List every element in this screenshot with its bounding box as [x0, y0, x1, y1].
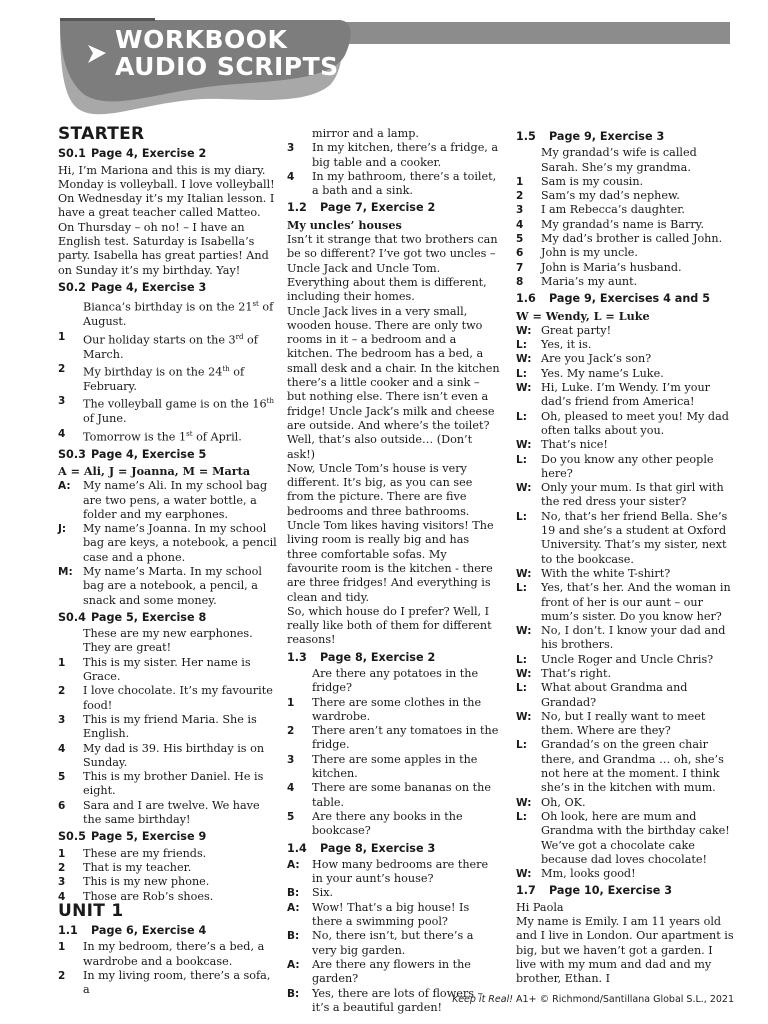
page-title: WORKBOOK AUDIO SCRIPTS	[115, 25, 339, 81]
script-line	[58, 969, 278, 998]
script-line	[58, 940, 278, 969]
line-text: How many bedrooms are there in your aunt’s house?	[312, 857, 489, 886]
script-line	[58, 847, 278, 861]
exercise-title: Page 9, Exercise 3	[549, 130, 665, 143]
exercise-heading	[58, 924, 278, 938]
script-line	[287, 170, 501, 199]
line-label: 7	[516, 261, 524, 274]
line-label: W:	[516, 324, 532, 337]
line-text: There are some apples in the kitchen.	[312, 752, 478, 781]
line-text: No, I don’t. I know your dad and his brothers.	[541, 624, 726, 652]
line-text: The volleyball game is on the 16th of June.	[83, 397, 274, 426]
script-line	[287, 929, 501, 958]
exercise-number: 1.4	[287, 841, 307, 855]
line-text: My birthday is on the 24th of February.	[83, 364, 245, 393]
script-line	[58, 362, 278, 394]
exercise-heading	[516, 130, 734, 144]
line-label: 3	[58, 713, 66, 726]
line-text: No, that’s her friend Bella. She’s 19 and she’s a student at Oxford University. That’s my sister, next to the bookcase.	[541, 509, 728, 566]
line-text: Oh, pleased to meet you! My dad often talks about you.	[541, 409, 729, 437]
line-text: Maria’s my aunt.	[541, 274, 638, 288]
line-text: Hi, Luke. I’m Wendy. I’m your dad’s friend from America!	[541, 381, 711, 409]
line-text: Uncle Roger and Uncle Chris?	[541, 652, 714, 666]
script-line	[516, 624, 734, 653]
line-text: This is my new phone.	[83, 875, 210, 889]
line-text: No, but I really want to meet them. Where are they?	[541, 709, 706, 738]
line-label: A:	[287, 858, 300, 871]
script-line	[58, 427, 278, 445]
line-label: W:	[516, 710, 532, 723]
exercise-title: Page 4, Exercise 3	[91, 280, 207, 294]
line-text: My name’s Marta. In my school bag are a notebook, a pencil, a snack and some money.	[83, 564, 262, 607]
line-label: 4	[287, 170, 295, 183]
line-label: B:	[287, 930, 300, 943]
line-text: Yes, that’s her. And the woman in front of her is our aunt – our mum’s sister. Do you know her?	[541, 581, 731, 623]
script-line	[58, 770, 278, 799]
line-label: L:	[516, 739, 527, 752]
exercise-title: Page 10, Exercise 3	[549, 884, 673, 898]
header-banner	[0, 0, 768, 125]
exercise-title: Page 5, Exercise 8	[91, 610, 207, 624]
exercise-number: 1.1	[58, 924, 78, 938]
paragraph: So, which house do I prefer? Well, I really like both of them for different reasons!	[287, 604, 492, 647]
exercise-number: S0.1	[58, 147, 86, 161]
line-text: That’s right.	[541, 666, 612, 680]
line-label: 3	[58, 395, 66, 408]
script-line	[516, 453, 734, 482]
script-line	[516, 867, 734, 881]
line-label: B:	[287, 887, 300, 900]
script-line	[516, 567, 734, 581]
line-text: John is Maria’s husband.	[541, 260, 682, 274]
script-line	[58, 522, 278, 565]
line-label: 4	[58, 742, 66, 755]
line-text: That is my teacher.	[83, 860, 192, 874]
unit-heading: UNIT 1	[58, 900, 124, 921]
line-label: L:	[516, 367, 527, 380]
exercise-heading	[58, 830, 278, 844]
line-text: There are some clothes in the wardrobe.	[312, 695, 482, 723]
line-label: 2	[287, 725, 295, 738]
script-line	[287, 724, 501, 753]
script-line	[287, 958, 501, 987]
exercise-title: Page 4, Exercise 2	[91, 147, 207, 161]
line-label: W:	[516, 567, 532, 580]
line-text: In my bedroom, there’s a bed, a wardrobe and a bookcase.	[83, 940, 265, 968]
script-line	[58, 742, 278, 771]
paragraph: Hi Paola	[516, 900, 564, 914]
exercise-heading	[58, 281, 278, 295]
paragraph: Hi, I’m Mariona and this is my diary. Monday is volleyball. I love volleyball! On Wednesday it’s my Italian lesson. I have a great teacher called Matteo. On Thursday – oh no! – I have an English test. Saturday is Isabella’s party. Isabella has great parties! And on Sunday it’s my birthday. Yay!	[58, 163, 275, 277]
line-text: My name’s Joanna. In my school bag are keys, a notebook, a pencil case and a phone.	[83, 522, 277, 564]
script-line	[516, 681, 734, 710]
line-text: This is my brother Daniel. He is eight.	[83, 770, 264, 798]
line-label: 5	[516, 233, 524, 246]
line-text: Are there any books in the bookcase?	[312, 809, 463, 838]
line-label: 2	[58, 861, 66, 874]
line-text: My dad’s brother is called John.	[541, 232, 723, 246]
line-text: There aren’t any tomatoes in the fridge.	[312, 724, 499, 752]
exercise-number: 1.7	[516, 884, 536, 898]
line-text: Sara and I are twelve. We have the same birthday!	[83, 798, 260, 827]
line-label: W:	[516, 868, 532, 881]
line-label: 1	[287, 696, 295, 709]
script-line	[516, 581, 734, 624]
script-line	[516, 481, 734, 510]
script-line	[58, 799, 278, 828]
line-label: W:	[516, 482, 532, 495]
paragraph: My name is Emily. I am 11 years old and I live in London. Our apartment is big, but we haven’t got a garden. I live with my mum and dad and my brother, Ethan. I	[516, 915, 734, 986]
script-line	[58, 330, 278, 362]
line-label: L:	[516, 653, 527, 666]
script-line	[516, 438, 734, 452]
line-label: W:	[516, 667, 532, 680]
example-line: Are there any potatoes in the fridge?	[312, 666, 479, 695]
exercise-heading	[516, 292, 734, 306]
line-text: With the white T-shirt?	[541, 566, 671, 580]
script-line	[516, 324, 734, 338]
line-text: Wow! That’s a big house! Is there a swimming pool?	[312, 900, 470, 929]
script-line	[516, 367, 734, 381]
line-text: I love chocolate. It’s my favourite food!	[83, 684, 273, 712]
exercise-heading	[287, 201, 501, 215]
line-text: Oh, OK.	[541, 795, 586, 809]
script-line	[516, 653, 734, 667]
line-text: Great party!	[541, 323, 612, 337]
line-text: Yes, it is.	[541, 338, 592, 352]
line-label: L:	[516, 453, 527, 466]
script-line	[287, 141, 501, 170]
script-line	[516, 218, 734, 232]
script-line	[516, 189, 734, 203]
line-label: J:	[58, 523, 67, 536]
paragraph: Now, Uncle Tom’s house is very different. It’s big, as you can see from the picture. There are five bedrooms and three bathrooms. Uncle Tom likes having visitors! The living room is really big and has three comfortable sofas. My favourite room is the kitchen - there are three fridges! And everything is clean and tidy.	[287, 461, 494, 604]
line-text: Are you Jack’s son?	[541, 352, 652, 366]
exercise-heading	[58, 448, 278, 462]
line-text: Our holiday starts on the 3rd of March.	[83, 332, 258, 361]
example-line: mirror and a lamp.	[312, 127, 419, 140]
line-label: B:	[287, 987, 300, 1000]
line-text: I am Rebecca’s daughter.	[541, 203, 685, 217]
line-text: Grandad’s on the green chair there, and Grandma … oh, she’s not here at the moment. I think she’s in the kitchen with mum.	[541, 738, 724, 795]
script-line	[516, 246, 734, 260]
line-text: My dad is 39. His birthday is on Sunday.	[83, 741, 265, 769]
line-label: A:	[287, 901, 300, 914]
line-label: 3	[58, 876, 66, 889]
line-label: A:	[58, 480, 71, 493]
footer-copyright: Keep it Real! A1+ © Richmond/Santillana Global S.L., 2021	[452, 994, 734, 1005]
line-text: What about Grandma and Grandad?	[541, 681, 688, 709]
script-line	[516, 410, 734, 439]
exercise-number: S0.3	[58, 447, 86, 461]
line-label: 2	[516, 190, 524, 203]
script-line	[58, 656, 278, 685]
line-text: That’s nice!	[541, 438, 608, 452]
exercise-number: S0.5	[58, 830, 86, 844]
script-line	[58, 479, 278, 522]
script-line	[287, 753, 501, 782]
exercise-title: Page 4, Exercise 5	[91, 447, 207, 461]
script-line	[287, 886, 501, 900]
paragraph: Uncle Jack lives in a very small, wooden house. There are only two rooms in it – a bedroom and a kitchen. The bedroom has a bed, a small desk and a chair. In the kitchen there’s a little cooker and a sink – but nothing else. There isn’t even a fridge! Uncle Jack’s milk and cheese are outside. And where’s the toilet? Well, that’s also outside… (Don’t ask!)	[287, 304, 500, 461]
line-text: Oh look, here are mum and Grandma with the birthday cake! We’ve got a chocolate cake because dad loves chocolate!	[541, 809, 730, 866]
line-text: Are there any flowers in the garden?	[312, 957, 471, 986]
line-text: Yes. My name’s Luke.	[541, 366, 664, 380]
line-text: This is my sister. Her name is Grace.	[83, 655, 251, 684]
line-text: In my bathroom, there’s a toilet, a bath and a sink.	[312, 169, 497, 198]
line-label: 6	[516, 247, 524, 260]
line-label: 4	[58, 890, 66, 903]
line-label: 5	[287, 810, 295, 823]
line-label: L:	[516, 510, 527, 523]
exercise-heading	[58, 147, 278, 161]
exercise-heading	[58, 611, 278, 625]
script-line	[516, 510, 734, 567]
exercise-number: S0.2	[58, 280, 86, 294]
line-label: W:	[516, 625, 532, 638]
script-line	[516, 667, 734, 681]
line-text: Mm, looks good!	[541, 867, 636, 881]
line-label: 3	[287, 753, 295, 766]
line-label: L:	[516, 410, 527, 423]
exercise-number: 1.2	[287, 201, 307, 215]
line-label: 1	[58, 847, 66, 860]
script-line	[58, 713, 278, 742]
script-line	[516, 352, 734, 366]
script-line	[516, 810, 734, 867]
exercise-title: Page 9, Exercises 4 and 5	[549, 292, 710, 306]
example-line: Bianca’s birthday is on the 21st of August.	[83, 300, 274, 329]
line-text: John is my uncle.	[541, 246, 638, 260]
script-line	[287, 901, 501, 930]
line-label: 1	[58, 656, 66, 669]
subheading: A = Ali, J = Joanna, M = Marta	[58, 463, 251, 478]
line-label: W:	[516, 382, 532, 395]
column-3	[516, 127, 734, 987]
column-1	[58, 124, 278, 998]
column-2	[287, 127, 501, 1015]
paragraph: Isn’t it strange that two brothers can be so different? I’ve got two uncles – Uncle Jack and Uncle Tom. Everything about them is different, including their homes.	[287, 233, 498, 304]
line-label: 3	[287, 142, 295, 155]
example-line: These are my new earphones. They are great!	[83, 627, 253, 655]
exercise-heading	[516, 884, 734, 898]
exercise-number: 1.6	[516, 292, 536, 306]
line-label: 8	[516, 275, 524, 288]
script-line	[58, 394, 278, 426]
script-line	[287, 810, 501, 839]
line-label: 1	[58, 330, 66, 343]
line-text: Yes, there are lots of flowers – it’s a beautiful garden!	[312, 986, 484, 1014]
line-label: 2	[58, 362, 66, 375]
exercise-number: S0.4	[58, 610, 86, 624]
line-label: 1	[516, 175, 524, 188]
line-label: W:	[516, 439, 532, 452]
script-line	[287, 781, 501, 810]
line-text: My name’s Ali. In my school bag are two pens, a water bottle, a folder and my earphones.	[83, 479, 268, 521]
line-text: Those are Rob’s shoes.	[83, 889, 214, 903]
exercise-number: 1.5	[516, 130, 536, 143]
line-label: 4	[287, 782, 295, 795]
script-line	[516, 232, 734, 246]
script-line	[516, 175, 734, 189]
unit-heading: STARTER	[58, 124, 145, 144]
line-label: 5	[58, 771, 66, 784]
subheading: W = Wendy, L = Luke	[516, 308, 650, 323]
line-label: 1	[58, 941, 66, 954]
line-label: L:	[516, 810, 527, 823]
line-label: 6	[58, 799, 66, 812]
line-text: No, there isn’t, but there’s a very big garden.	[312, 929, 474, 957]
exercise-title: Page 8, Exercise 2	[320, 650, 436, 664]
script-line	[58, 684, 278, 713]
script-line	[516, 796, 734, 810]
line-label: 2	[58, 685, 66, 698]
script-line	[516, 381, 734, 410]
exercise-heading	[287, 842, 501, 856]
line-text: There are some bananas on the table.	[312, 781, 491, 809]
line-text: These are my friends.	[83, 846, 207, 860]
line-text: My grandad’s name is Barry.	[541, 217, 705, 231]
line-label: L:	[516, 582, 527, 595]
line-label: 4	[58, 427, 66, 440]
script-line	[516, 738, 734, 795]
line-text: This is my friend Maria. She is English.	[83, 712, 257, 741]
exercise-title: Page 7, Exercise 2	[320, 201, 436, 215]
line-label: W:	[516, 353, 532, 366]
line-label: 2	[58, 970, 66, 982]
example-line: My grandad’s wife is called Sarah. She’s my grandma.	[541, 146, 697, 174]
line-text: Sam’s my dad’s nephew.	[541, 189, 680, 203]
line-label: L:	[516, 682, 527, 695]
line-label: A:	[287, 958, 300, 971]
exercise-title: Page 5, Exercise 9	[91, 830, 207, 844]
script-line	[58, 861, 278, 875]
script-line	[287, 696, 501, 725]
line-label: 4	[516, 218, 524, 231]
line-label: W:	[516, 796, 532, 809]
line-text: Do you know any other people here?	[541, 452, 714, 480]
line-label: 3	[516, 204, 524, 217]
line-text: Sam is my cousin.	[541, 174, 644, 188]
script-line	[287, 858, 501, 887]
subheading: My uncles’ houses	[287, 217, 402, 232]
exercise-number: 1.3	[287, 650, 307, 664]
exercise-title: Page 8, Exercise 3	[320, 841, 436, 855]
script-line	[516, 338, 734, 352]
script-line	[516, 203, 734, 217]
script-line	[516, 261, 734, 275]
script-line	[58, 875, 278, 889]
line-label: L:	[516, 339, 527, 352]
script-line	[516, 275, 734, 289]
script-line	[58, 565, 278, 608]
exercise-title: Page 6, Exercise 4	[91, 924, 207, 938]
line-label: M:	[58, 565, 73, 578]
exercise-heading	[287, 651, 501, 665]
line-text: Only your mum. Is that girl with the red dress your sister?	[541, 481, 724, 509]
line-text: Six.	[312, 886, 334, 900]
line-text: In my living room, there’s a sofa, a	[83, 969, 271, 997]
line-text: In my kitchen, there’s a fridge, a big table and a cooker.	[312, 141, 499, 169]
script-line	[516, 710, 734, 739]
line-text: Tomorrow is the 1st of April.	[83, 429, 242, 444]
